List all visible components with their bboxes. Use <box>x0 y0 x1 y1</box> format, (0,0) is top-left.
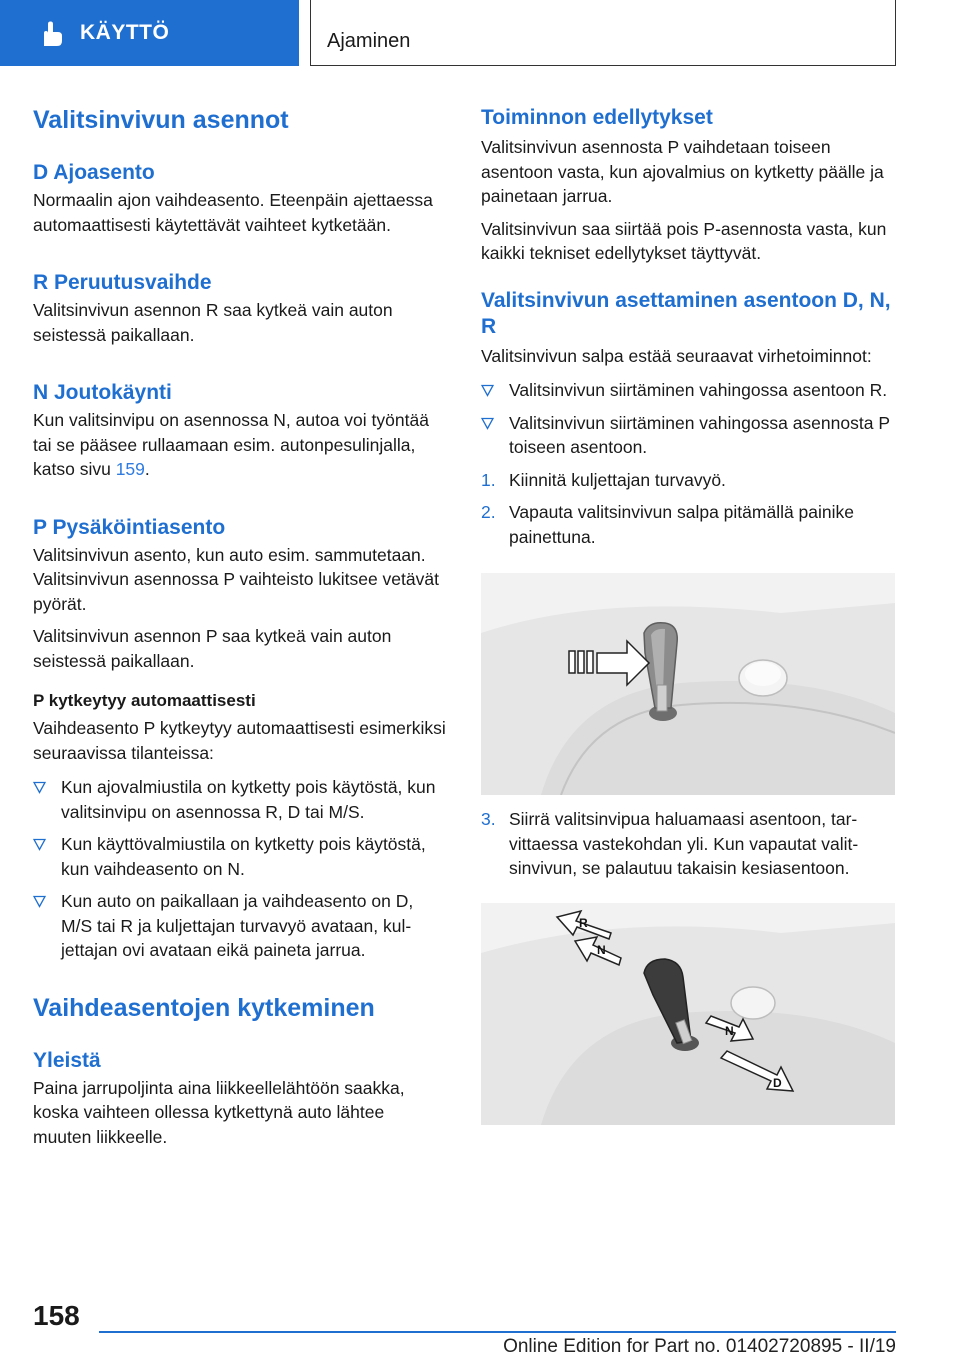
step-number: 1. <box>481 469 496 490</box>
footer-divider <box>99 1331 896 1333</box>
page-link-159[interactable]: 159 <box>115 459 145 479</box>
heading-r-reverse: R Peruutusvaihde <box>33 271 212 294</box>
heading-selector-positions: Valitsinvivun asennot <box>33 106 289 134</box>
right-column <box>481 100 895 1125</box>
figure-label-n-lower: N <box>725 1023 734 1038</box>
header-section-box <box>310 0 896 66</box>
figure-label-r: R <box>579 915 588 930</box>
heading-p-auto: P kytkeytyy automaattisesti <box>33 691 256 710</box>
triangle-bullet-icon <box>481 384 494 397</box>
step-number: 3. <box>481 809 496 829</box>
triangle-bullet-icon <box>33 895 46 908</box>
header-tab-label: KÄYTTÖ <box>80 21 170 44</box>
step-item: 2. Vapauta valitsinvivun salpa pitämällä painike painettuna. <box>481 502 855 547</box>
triangle-bullet-icon <box>33 838 46 851</box>
heading-prerequisites: Toiminnon edellytykset <box>481 106 713 129</box>
left-column <box>33 100 447 1149</box>
text-set-selector: Valitsinvivun salpa estää seuraavat virhetoiminnot: <box>481 345 872 366</box>
footer-edition: Online Edition for Part no. 01402720895 - II/19 <box>503 1336 896 1357</box>
list-item: Kun ajovalmiustila on kytketty pois käytöstä, kun valitsinvipu on asennossa R, D tai M/S. <box>33 775 447 824</box>
figure-label-n-upper: N <box>597 942 606 957</box>
text-p-park-2: Valitsinvivun asennon P saa kytkeä vain auton seistessä paikallaan. <box>33 626 392 671</box>
text-d-drive: Normaalin ajon vaihdeasento. Eteenpäin ajettaessa automaattisesti käytettävät vaihteet kytketään. <box>33 190 433 235</box>
text-r-reverse: Valitsinvivun asennon R saa kytkeä vain auton seistessä paikallaan. <box>33 300 393 345</box>
header-section-title: Ajaminen <box>327 30 411 52</box>
step-number: 2. <box>481 502 496 522</box>
header-tab[interactable] <box>0 0 299 66</box>
triangle-bullet-icon <box>481 417 494 430</box>
text-n-neutral: Kun valitsinvipu on asennossa N, autoa voi työntää tai se pääsee rullaamaan esim. autonpesulinjalla, katso sivu 159. <box>33 410 429 479</box>
text-p-auto: Vaihdeasento P kytkeytyy automaattisesti esimerkiksi seuraavissa tilanteissa: <box>33 718 446 763</box>
text-prerequisites-2: Valitsinvivun saa siirtää pois P-asennosta vasta, kun kaikki tekniset edellytykset täyttyvät. <box>481 218 887 263</box>
hand-pointer-icon <box>34 16 68 50</box>
text-general: Paina jarrupoljinta aina liikkeellelähtöön saakka, koska vaihteen ollessa kytkettynä auto lähtee muuten liikkeelle. <box>33 1077 405 1147</box>
heading-n-neutral: N Joutokäynti <box>33 381 172 404</box>
figure-selector-lever-unlock <box>481 573 895 795</box>
list-item: Valitsinvivun siirtäminen vahingossa asennosta P toiseen asentoon. <box>481 411 895 460</box>
heading-set-selector: Valitsinvivun asettaminen asentoon D, N, R <box>481 288 891 338</box>
heading-general: Yleistä <box>33 1048 101 1072</box>
heading-p-park: P Pysäköintiasento <box>33 515 226 539</box>
figure-selector-lever-positions <box>481 903 895 1125</box>
figure-label-d: D <box>773 1075 782 1090</box>
triangle-bullet-icon <box>33 781 46 794</box>
step-item: 1. Kiinnitä kuljettajan turvavyö. <box>481 468 895 493</box>
text-p-park-1: Valitsinvivun asento, kun auto esim. sammutetaan. Valitsinvivun asennossa P vaihteisto lukitsee vetävät pyörät. <box>33 544 439 614</box>
list-item: Valitsinvivun siirtäminen vahingossa asentoon R. <box>481 378 895 403</box>
heading-d-drive: D Ajoasento <box>33 161 155 184</box>
heading-gear-shifting: Vaihdeasentojen kytkeminen <box>33 993 375 1022</box>
page-number: 158 <box>33 1300 80 1331</box>
step-item: 3. Siirrä valitsinvipua haluamaasi asentoon, tarvittaessa vastekohdan yli. Kun vapautat valitsinvivun, se palautuu takaisin kesiasentoon. <box>481 809 859 878</box>
list-item: Kun auto on paikallaan ja vaihdeasento on D, M/S tai R ja kuljettajan turvavyö avataan, kuljettajan ovi avataan eikä paineta jarrua. <box>33 889 447 963</box>
list-item: Kun käyttövalmiustila on kytketty pois käytöstä, kun vaihdeasento on N. <box>33 832 447 881</box>
text-prerequisites-1: Valitsinvivun asennosta P vaihdetaan toiseen asentoon vasta, kun ajovalmius on kytketty päälle ja painetaan jarrua. <box>481 137 884 206</box>
